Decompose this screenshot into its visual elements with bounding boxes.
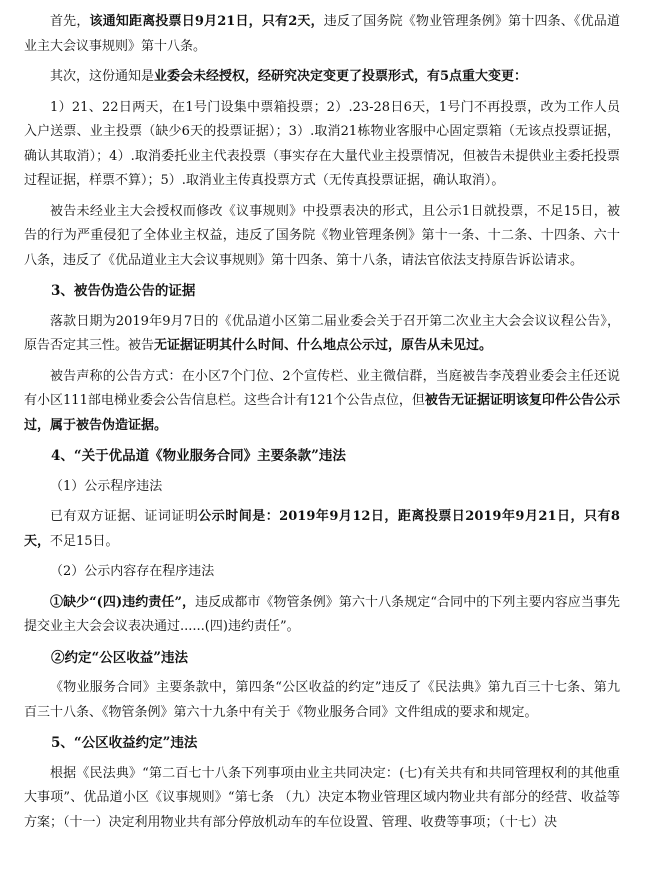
text-run: 已有双方证据、证词证明	[50, 509, 199, 524]
bold-text-run: 4、“关于优品道《物业服务合同》主要条款”违法	[51, 448, 346, 464]
body-paragraph	[24, 505, 620, 554]
text-run: 违反了国务院《物业管理条例》第十四条、《优品道业主大会议事规则》第十八条。	[24, 14, 620, 54]
bold-text-run: 无证据证明其什么时间、什么地点公示过，原告从未见过。	[154, 338, 493, 353]
body-paragraph	[24, 65, 620, 90]
bold-text-run: 3、被告伪造公告的证据	[51, 283, 196, 299]
bold-text-run: 公示时间是：2019年9月12日，距离投票日2019年9月21日，只有8天，	[24, 509, 620, 549]
section-heading	[24, 646, 620, 671]
text-run: 根据《民法典》“第二百七十八条下列事项由业主共同决定：(七)有关共有和共同管理权利的其他重大事项”、优品道小区《议事规则》“第七条 （九）决定本物业管理区域内物业共有部分的经营、收益等方案；（十一）决定利用物业共有部分停放机动车的车位设置、管理、收费等事项；（十七）决	[24, 765, 620, 830]
text-run: （2）公示内容存在程序违法	[50, 564, 215, 579]
text-run: 被告未经业主大会授权而修改《议事规则》中投票表决的形式，且公示1日就投票，不足15日，被告的行为严重侵犯了全体业主权益，违反了国务院《物业管理条例》第十一条、十二条、十四条、六十八条，违反了《优品道业主大会议事规则》第十四条、第十八条，请法官依法支持原告诉讼请求。	[24, 203, 620, 268]
bold-text-run: ②约定“公区收益”违法	[51, 649, 189, 666]
subsection-heading	[24, 560, 620, 585]
bold-text-run: 5、“公区收益约定”违法	[51, 735, 198, 751]
body-paragraph	[24, 762, 620, 836]
bold-text-run: 被告无证据证明该复印件公告公示过，属于被告伪造证据。	[24, 393, 620, 433]
body-paragraph	[24, 96, 620, 194]
text-run: 不足15日。	[50, 533, 119, 549]
bold-text-run: 业委会未经授权，经研究决定变更了投票形式，有5点重大变更：	[154, 69, 528, 84]
body-paragraph	[24, 10, 620, 59]
body-paragraph	[24, 676, 620, 725]
text-run: 首先，	[50, 14, 90, 29]
subsection-heading	[24, 475, 620, 500]
body-paragraph	[24, 591, 620, 640]
text-run: 其次，这份通知是	[50, 69, 155, 84]
text-run: 被告声称的公告方式：在小区7个门位、2个宣传栏、业主微信群，当庭被告李茂碧业委会主任还说有小区111部电梯业委会公告信息栏。这些合计有121个公告点位，但	[24, 368, 620, 408]
bold-text-run: 该通知距离投票日9月21日，只有2天，	[89, 14, 324, 29]
section-heading	[24, 444, 620, 469]
text-run: （1）公示程序违法	[50, 478, 163, 494]
section-heading	[24, 279, 620, 304]
text-run: 《物业服务合同》主要条款中，第四条“公区收益的约定”违反了《民法典》第九百三十七条、第九百三十八条、《物管条例》第六十九条中有关于《物业服务合同》文件组成的要求和规定。	[24, 680, 620, 720]
body-paragraph	[24, 310, 620, 359]
section-heading	[24, 731, 620, 756]
body-paragraph	[24, 365, 620, 439]
text-run: 违反成都市《物管条例》第六十八条规定“合同中的下列主要内容应当事先提交业主大会会议表决通过......(四)违约责任”。	[24, 594, 620, 634]
body-paragraph	[24, 200, 620, 274]
text-run: 落款日期为2019年9月7日的《优品道小区第二届业委会关于召开第二次业主大会会议议程公告》，原告否定其三性。被告	[24, 313, 620, 353]
bold-text-run: ①缺少“(四)违约责任”，	[50, 594, 196, 610]
text-run: 1）21、22日两天，在1号门设集中票箱投票；2）.23-28日6天，1号门不再投票，改为工作人员入户送票、业主投票（缺少6天的投票证据）；3）.取消21栋物业客服中心固定票箱（无该点投票证据，确认其取消）；4）.取消委托业主代表投票（事实存在大量代业主投票情况，但被告未提供业主委托投票过程证据，样票不算）；5）.取消业主传真投票方式（无传真投票证据，确认取消）。	[24, 99, 620, 188]
